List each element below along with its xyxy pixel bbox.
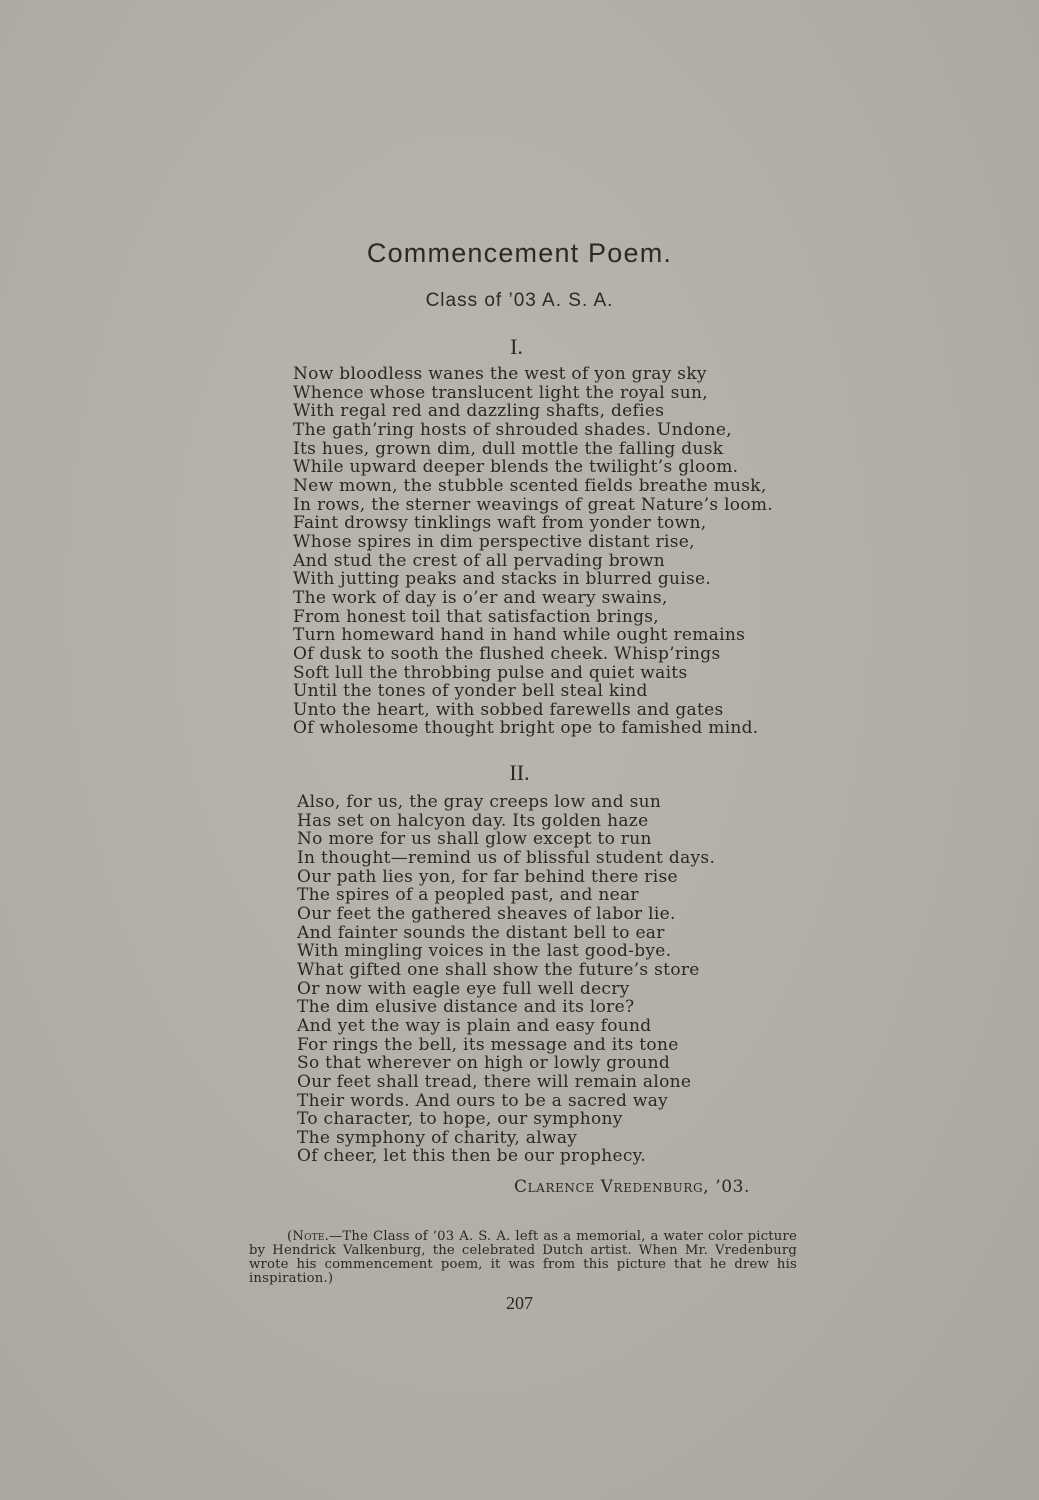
note-lead: (Note. xyxy=(287,1229,330,1245)
poem-line: In thought—remind us of blissful student days. xyxy=(297,847,716,868)
poem-line: Now bloodless wanes the west of yon gray sky xyxy=(293,364,707,384)
poem-line: The symphony of charity, alway xyxy=(297,1127,578,1148)
section-numeral-2: II. xyxy=(509,760,530,785)
poem-line: Faint drowsy tinklings waft from yonder town, xyxy=(293,513,707,534)
poem-line: To character, to hope, our symphony xyxy=(297,1109,623,1130)
poem-line: And fainter sounds the distant bell to ear xyxy=(297,922,665,943)
poem-line: Our feet shall tread, there will remain alone xyxy=(297,1071,692,1092)
poem-line: The spires of a peopled past, and near xyxy=(297,885,639,906)
poem-line: Its hues, grown dim, dull mottle the falling dusk xyxy=(293,438,724,459)
poem-line: Or now with eagle eye full well decry xyxy=(297,978,630,999)
poem-line: Whence whose translucent light the royal sun, xyxy=(293,382,708,403)
stanza-2 xyxy=(297,793,715,1166)
poem-line: Of wholesome thought bright ope to famished mind. xyxy=(293,718,759,739)
poem-line: The gath’ring hosts of shrouded shades. Undone, xyxy=(293,419,732,440)
poem-line: The work of day is o’er and weary swains, xyxy=(293,587,668,608)
poem-line: Turn homeward hand in hand while ought remains xyxy=(293,625,746,646)
poem-line: Their words. And ours to be a sacred way xyxy=(297,1090,669,1111)
poem-line: Our path lies yon, for far behind there rise xyxy=(297,866,678,887)
poem-line: Whose spires in dim perspective distant rise, xyxy=(293,531,695,552)
poem-line: No more for us shall glow except to run xyxy=(297,829,652,850)
poem-title: Commencement Poem. xyxy=(366,238,673,268)
author-name: Clarence Vredenburg, ’03. xyxy=(514,1177,751,1197)
poem-line: With mingling voices in the last good-bye. xyxy=(297,941,672,962)
poem-line: In rows, the sterner weavings of great Nature’s loom. xyxy=(293,494,773,515)
poem-line: The dim elusive distance and its lore? xyxy=(297,997,635,1018)
poem-line: Of dusk to sooth the flushed cheek. Whisp’rings xyxy=(293,643,721,664)
poem-line: Our feet the gathered sheaves of labor lie. xyxy=(297,903,676,924)
editorial-note xyxy=(249,1230,797,1285)
poem-line: So that wherever on high or lowly ground xyxy=(297,1053,671,1074)
author-signature xyxy=(514,1177,750,1197)
poem-line: Has set on halcyon day. Its golden haze xyxy=(297,810,649,831)
section-numeral-1: I. xyxy=(510,334,523,359)
poem-line: Also, for us, the gray creeps low and sun xyxy=(297,792,662,812)
poem-line: While upward deeper blends the twilight’s gloom. xyxy=(293,457,739,478)
poem-line: Soft lull the throbbing pulse and quiet waits xyxy=(293,662,688,683)
poem-line: With regal red and dazzling shafts, defies xyxy=(293,401,665,422)
stanza-1 xyxy=(293,365,773,738)
poem-line: Unto the heart, with sobbed farewells and gates xyxy=(293,699,724,720)
poem-line: Until the tones of yonder bell steal kind xyxy=(293,681,648,702)
poem-line: What gifted one shall show the future’s store xyxy=(297,959,700,980)
note-text: —The Class of ’03 A. S. A. left as a memorial, a water color picture by Hendrick Valkenburg, the celebrated Dutch artist. When Mr. Vredenburg wrote his commencement poem, it was from this picture that he drew his inspiration.) xyxy=(249,1229,797,1286)
poem-line: From honest toil that satisfaction brings, xyxy=(293,606,659,627)
poem-line: With jutting peaks and stacks in blurred guise. xyxy=(293,569,712,590)
poem-subtitle: Class of ’03 A. S. A. xyxy=(425,290,614,311)
page-number: 207 xyxy=(506,1293,533,1313)
poem-line: Of cheer, let this then be our prophecy. xyxy=(297,1146,647,1167)
poem-line: For rings the bell, its message and its tone xyxy=(297,1034,679,1055)
poem-line: And stud the crest of all pervading brown xyxy=(293,550,665,571)
poem-line: New mown, the stubble scented fields breathe musk, xyxy=(293,475,767,496)
poem-line: And yet the way is plain and easy found xyxy=(297,1015,652,1036)
